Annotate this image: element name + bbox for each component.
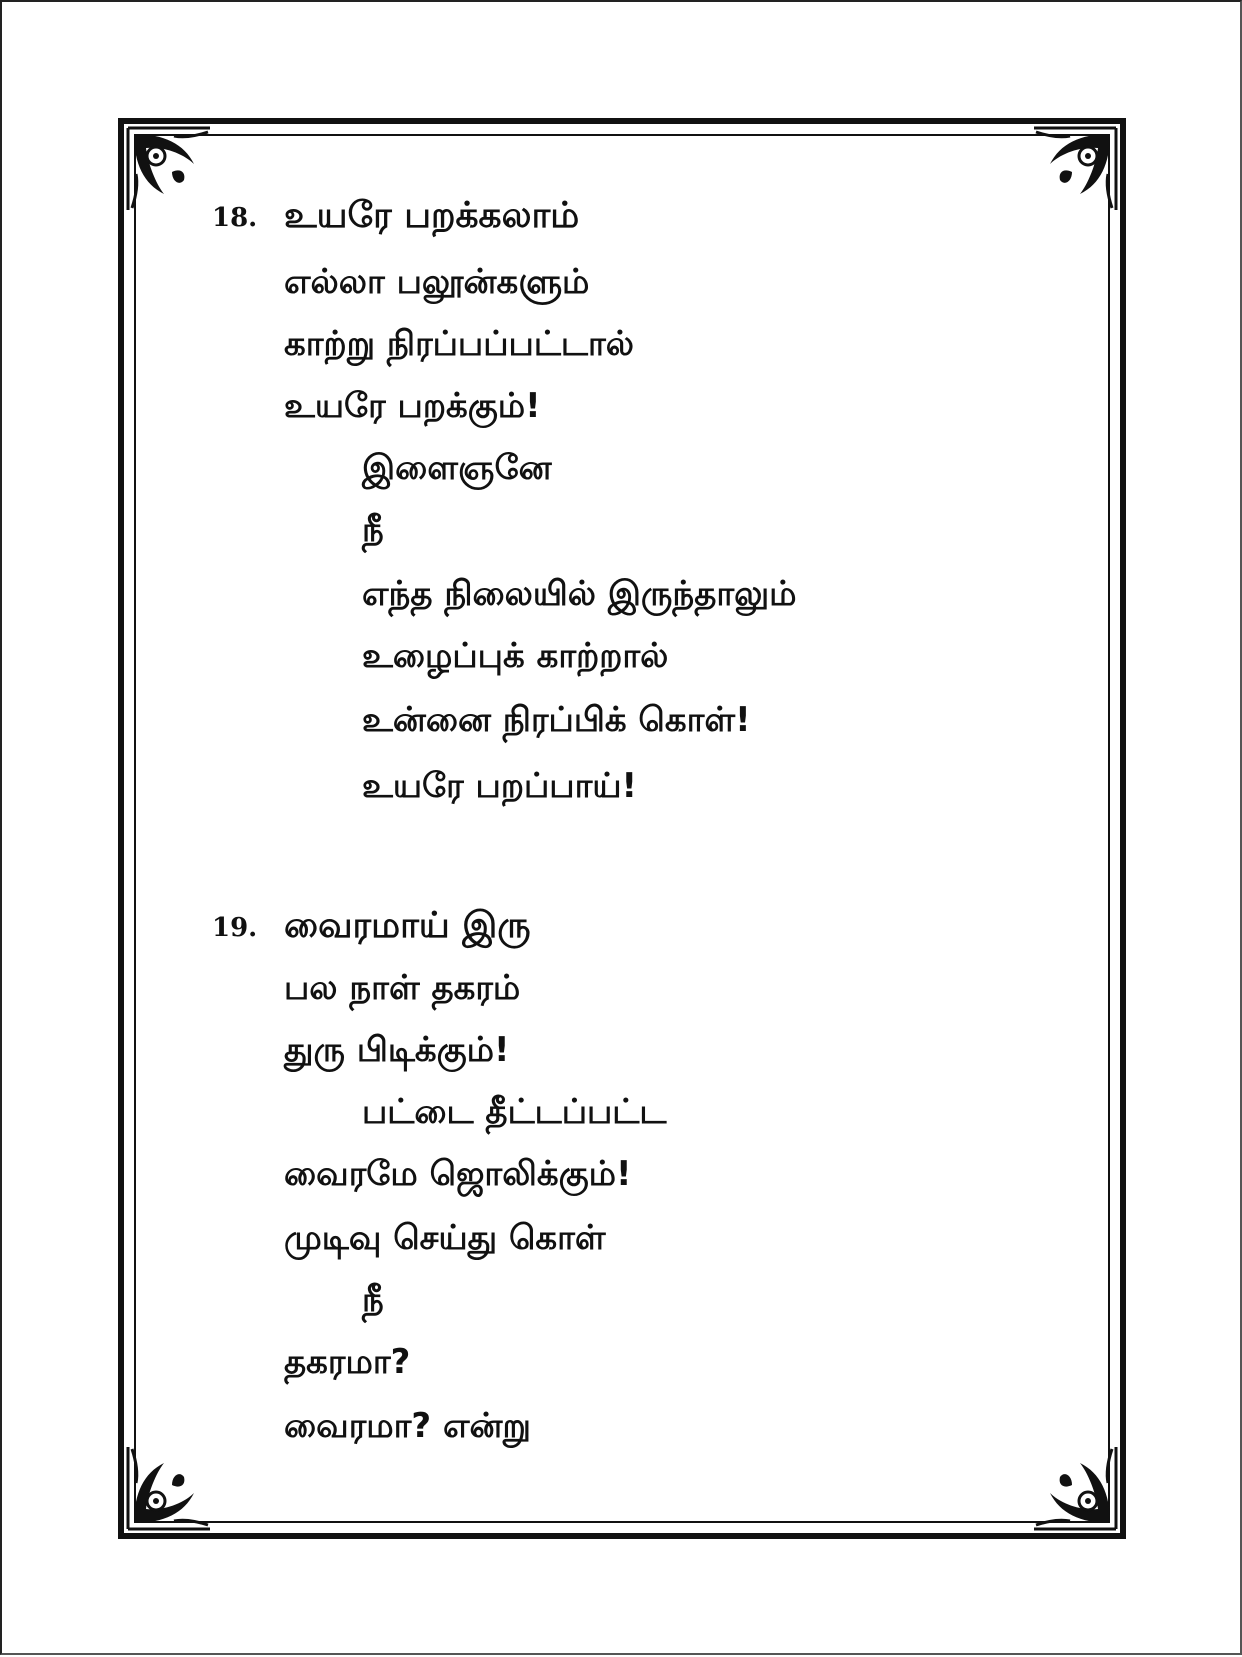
poem-number: 18.: [212, 203, 258, 233]
poem-line: இளைஞனே: [362, 448, 552, 488]
poem-line: எந்த நிலையில் இருந்தாலும்: [362, 574, 797, 614]
poem-line: பட்டை தீட்டப்பட்ட: [362, 1092, 667, 1132]
poem-line: உயரே பறப்பாய்!: [362, 766, 638, 806]
poem-line: முடிவு செய்து கொள்: [284, 1218, 606, 1258]
poem-line: காற்று நிரப்பப்பட்டால்: [284, 324, 634, 364]
poem-line: துரு பிடிக்கும்!: [284, 1030, 510, 1070]
poem-title: உயரே பறக்கலாம்: [284, 195, 580, 236]
poem-line: உன்னை நிரப்பிக் கொள்!: [362, 700, 751, 740]
poem-content: [2, 2, 1242, 1657]
poem-line: உயரே பறக்கும்!: [284, 386, 541, 426]
poem-line: நீ: [362, 1280, 384, 1320]
poem-line: வைரமே ஜொலிக்கும்!: [284, 1154, 632, 1194]
poem-line: பல நாள் தகரம்: [284, 968, 521, 1008]
poem-line: வைரமா? என்று: [284, 1406, 531, 1446]
poem-line: உழைப்புக் காற்றால்: [362, 636, 669, 676]
poem-line: எல்லா பலூன்களும்: [284, 262, 590, 302]
poem-line: நீ: [362, 510, 384, 550]
poem-number: 19.: [212, 913, 258, 943]
poem-line: தகரமா?: [284, 1342, 411, 1382]
poem-title: வைரமாய் இரு: [284, 905, 531, 946]
